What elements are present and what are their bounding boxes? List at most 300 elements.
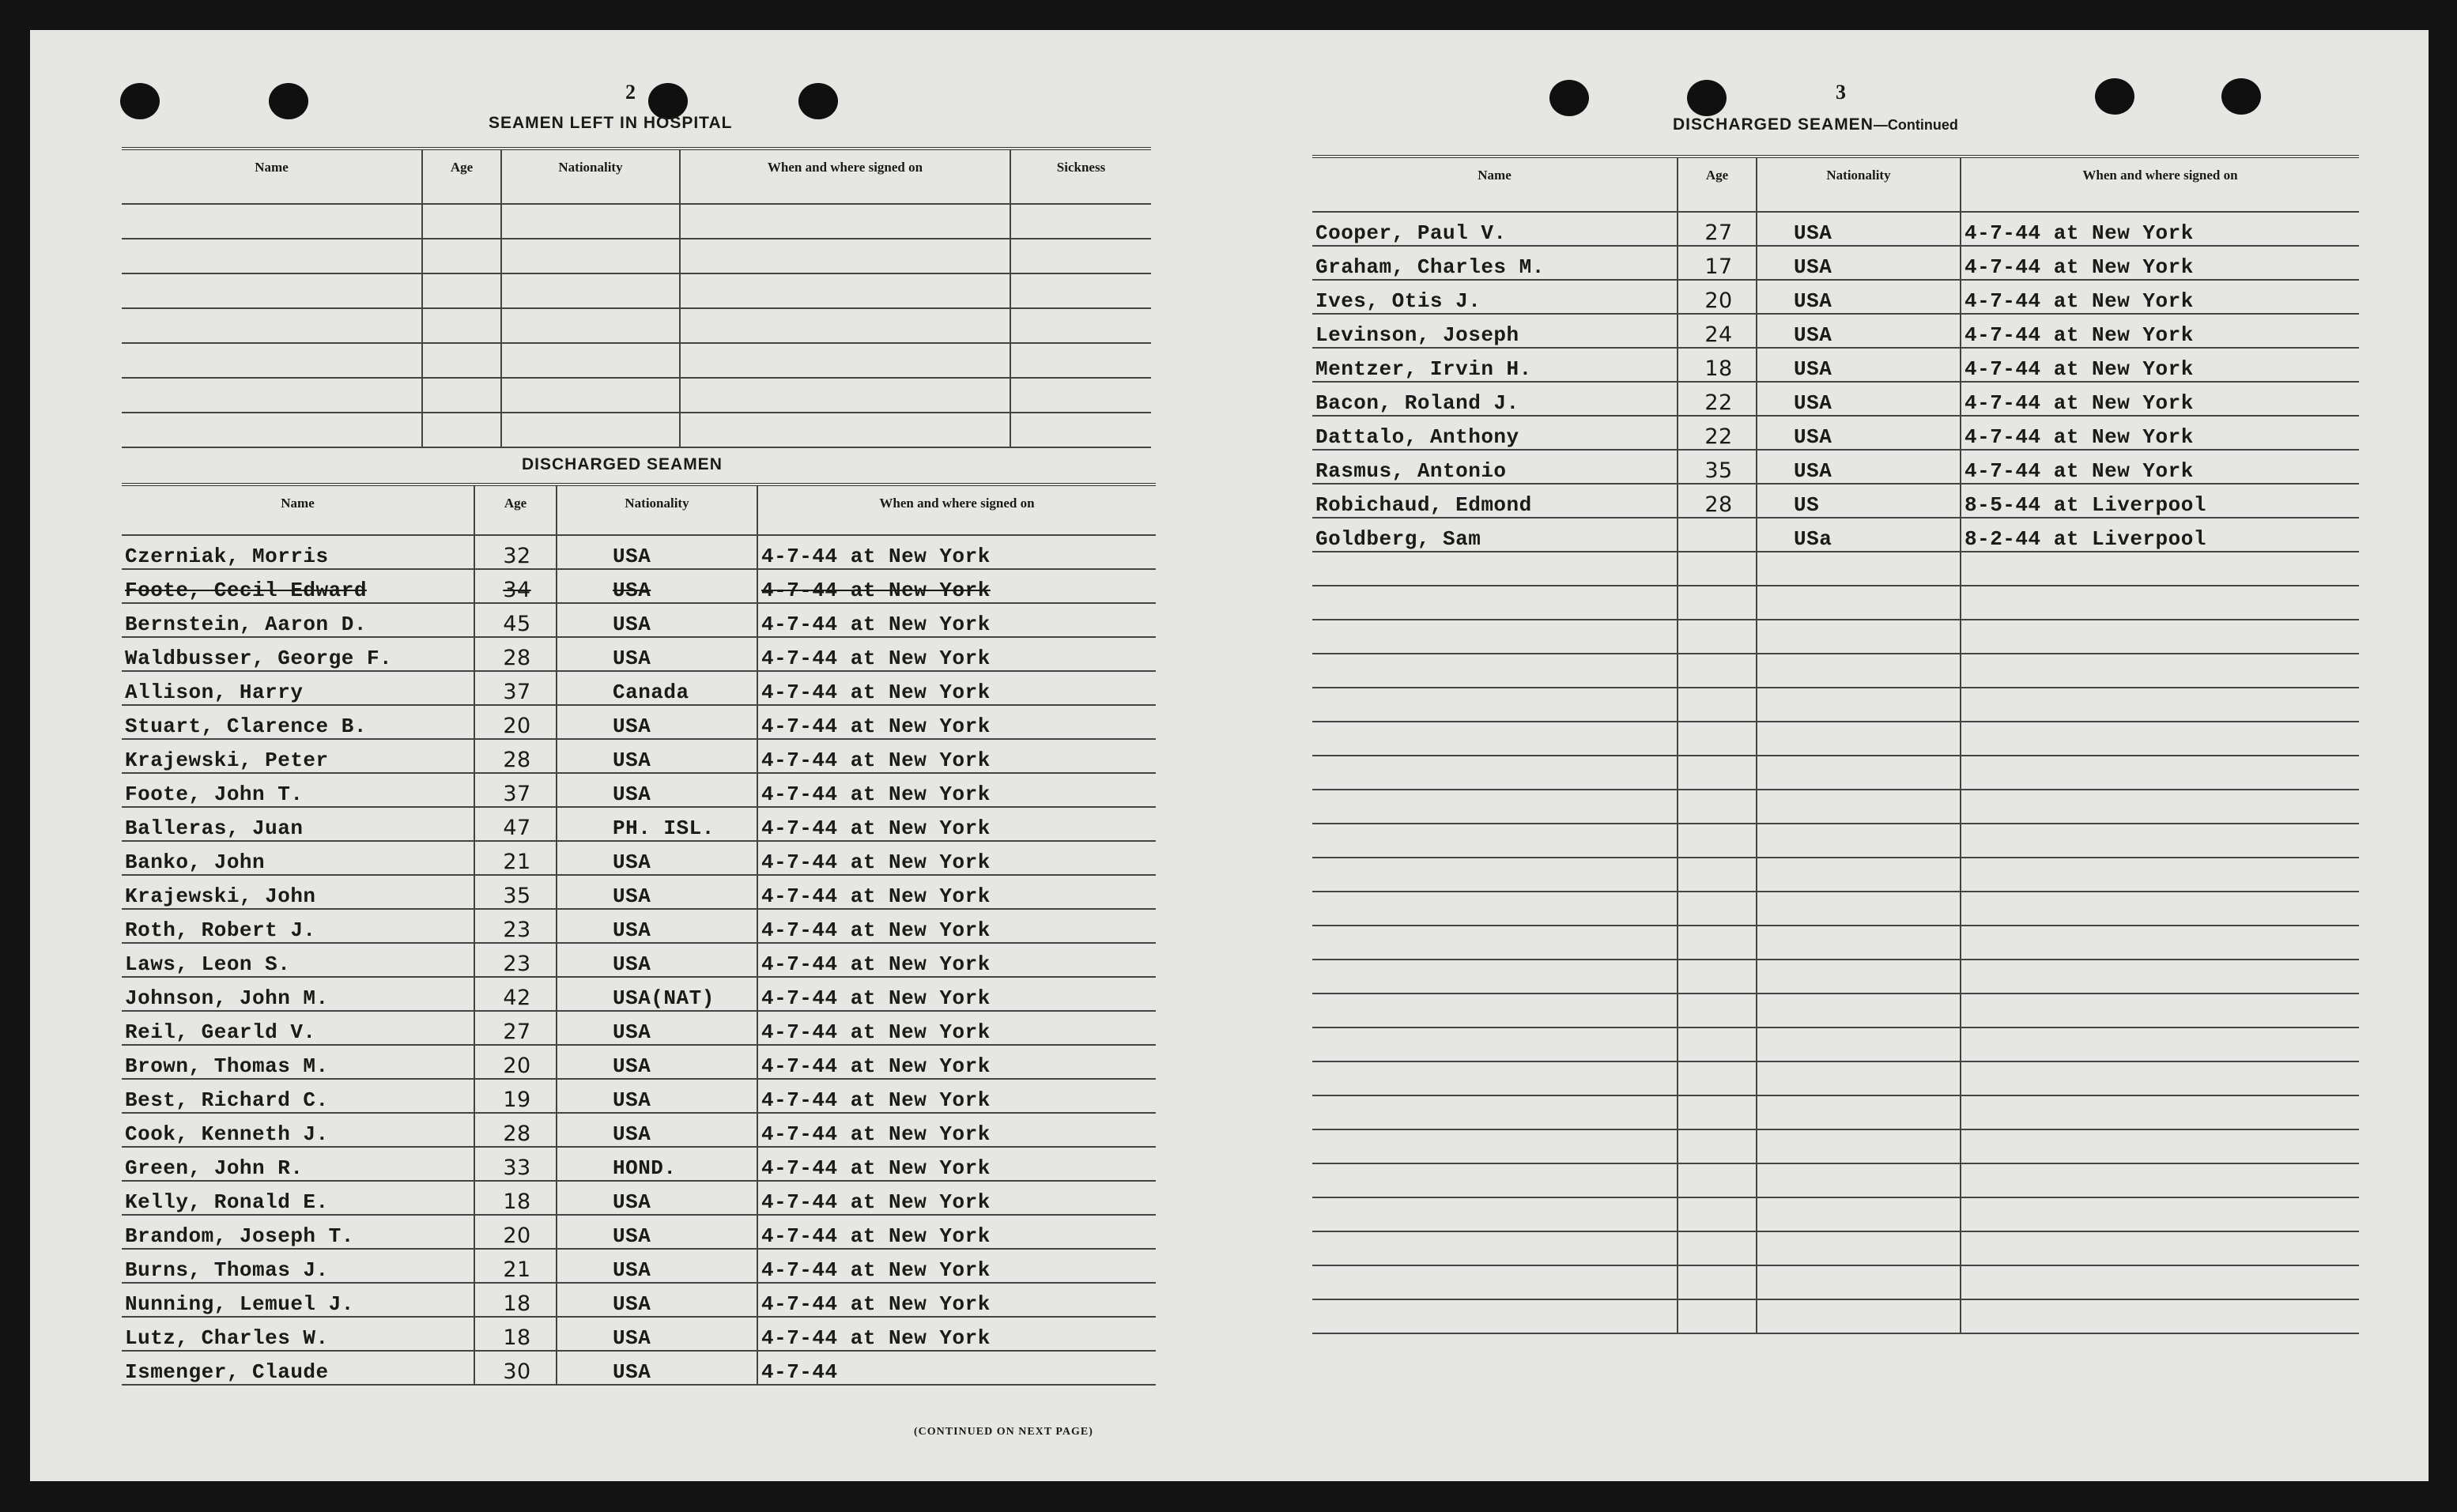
table-cell	[501, 378, 680, 413]
discharged-title: DISCHARGED SEAMEN	[522, 455, 723, 473]
nat-cell: USA	[557, 1249, 757, 1283]
nat-cell: USA	[557, 841, 757, 875]
name-cell: Waldbusser, George F.	[122, 637, 474, 671]
table-cell	[1757, 1197, 1961, 1231]
table-row	[1312, 314, 2359, 348]
table-row	[1312, 790, 2359, 824]
continued-title	[1673, 115, 1958, 134]
table-cell	[1678, 1163, 1757, 1197]
signed-cell: 4-7-44 at New York	[757, 943, 1156, 977]
table-cell	[1678, 926, 1757, 960]
age-cell: 20	[474, 705, 557, 739]
table-cell	[422, 308, 501, 343]
table-row	[122, 705, 1156, 739]
table-row	[122, 1113, 1156, 1147]
table-cell	[122, 413, 422, 447]
table-cell	[1961, 1095, 2359, 1129]
table-row	[1312, 1265, 2359, 1299]
signed-cell: 4-7-44 at New York	[757, 875, 1156, 909]
name-cell: Allison, Harry	[122, 671, 474, 705]
table-row	[122, 1079, 1156, 1113]
name-cell: Foote, John T.	[122, 773, 474, 807]
age-cell: 27	[474, 1011, 557, 1045]
table-cell	[1312, 1231, 1678, 1265]
table-row	[1312, 756, 2359, 790]
table-cell	[1757, 1027, 1961, 1061]
punch-hole	[120, 83, 160, 119]
name-cell: Reil, Gearld V.	[122, 1011, 474, 1045]
age-cell: 20	[474, 1045, 557, 1079]
table-cell	[1010, 308, 1151, 343]
age-cell: 22	[1678, 382, 1757, 416]
page-number: 3	[1836, 81, 1846, 104]
table-row	[122, 671, 1156, 705]
page-number: 2	[625, 81, 636, 104]
signed-cell: 4-7-44 at New York	[1961, 450, 2359, 484]
age-cell: 19	[474, 1079, 557, 1113]
table-cell	[1010, 378, 1151, 413]
table-cell	[501, 343, 680, 378]
hospital-table	[122, 147, 1151, 448]
table-cell	[1678, 994, 1757, 1027]
table-row	[122, 603, 1156, 637]
table-cell	[1312, 926, 1678, 960]
signed-cell: 4-7-44 at New York	[757, 739, 1156, 773]
table-cell	[1678, 1095, 1757, 1129]
table-cell	[680, 273, 1010, 308]
table-row	[122, 273, 1151, 308]
table-row	[1312, 824, 2359, 858]
table-cell	[1678, 1061, 1757, 1095]
age-cell: 18	[1678, 348, 1757, 382]
table-cell	[1312, 1299, 1678, 1333]
name-cell: Best, Richard C.	[122, 1079, 474, 1113]
table-row	[1312, 960, 2359, 994]
table-cell	[1678, 858, 1757, 892]
table-row	[1312, 1027, 2359, 1061]
column-header: Age	[422, 149, 501, 204]
manifest-sheet	[30, 30, 2429, 1481]
table-row	[1312, 620, 2359, 654]
age-cell: 18	[474, 1181, 557, 1215]
table-cell	[1678, 756, 1757, 790]
column-header: Nationality	[1757, 156, 1961, 212]
table-cell	[1010, 239, 1151, 273]
table-cell	[1312, 994, 1678, 1027]
table-cell	[1961, 688, 2359, 722]
signed-cell: 4-7-44 at New York	[757, 1045, 1156, 1079]
table-cell	[501, 239, 680, 273]
nat-cell: HOND.	[557, 1147, 757, 1181]
nat-cell: USA	[557, 569, 757, 603]
table-cell	[1961, 586, 2359, 620]
table-row	[122, 1147, 1156, 1181]
table-cell	[1678, 824, 1757, 858]
age-cell: 18	[474, 1317, 557, 1351]
signed-cell: 4-7-44 at New York	[757, 1011, 1156, 1045]
table-cell	[422, 273, 501, 308]
name-cell: Banko, John	[122, 841, 474, 875]
age-cell: 32	[474, 535, 557, 569]
table-row	[122, 413, 1151, 447]
punch-hole	[798, 83, 838, 119]
table-cell	[1312, 892, 1678, 926]
table-cell	[1757, 1299, 1961, 1333]
name-cell: Ismenger, Claude	[122, 1351, 474, 1385]
column-header: Age	[1678, 156, 1757, 212]
age-cell: 20	[1678, 280, 1757, 314]
table-cell	[122, 343, 422, 378]
table-cell	[1312, 620, 1678, 654]
table-cell	[122, 308, 422, 343]
signed-cell: 4-7-44 at New York	[757, 773, 1156, 807]
table-cell	[1757, 824, 1961, 858]
punch-hole	[2095, 78, 2134, 115]
table-cell	[1961, 960, 2359, 994]
signed-cell: 4-7-44 at New York	[757, 841, 1156, 875]
age-cell: 35	[1678, 450, 1757, 484]
name-cell: Green, John R.	[122, 1147, 474, 1181]
discharged-table	[122, 483, 1156, 1386]
punch-hole	[1687, 80, 1727, 116]
table-row	[1312, 416, 2359, 450]
table-cell	[422, 239, 501, 273]
table-row	[122, 569, 1156, 603]
table-row	[122, 535, 1156, 569]
table-cell	[1312, 552, 1678, 586]
signed-cell: 4-7-44 at New York	[757, 909, 1156, 943]
nat-cell: USA	[1757, 450, 1961, 484]
age-cell: 27	[1678, 212, 1757, 246]
table-cell	[1678, 688, 1757, 722]
name-cell: Lutz, Charles W.	[122, 1317, 474, 1351]
nat-cell: USA	[557, 909, 757, 943]
table-row	[1312, 1299, 2359, 1333]
signed-cell: 4-7-44 at New York	[757, 1283, 1156, 1317]
name-cell: Brandom, Joseph T.	[122, 1215, 474, 1249]
table-cell	[1312, 858, 1678, 892]
table-cell	[1678, 620, 1757, 654]
table-cell	[1757, 1095, 1961, 1129]
table-cell	[1757, 1129, 1961, 1163]
table-row	[1312, 552, 2359, 586]
nat-cell: USA	[557, 1181, 757, 1215]
table-row	[1312, 450, 2359, 484]
signed-cell: 4-7-44 at New York	[1961, 212, 2359, 246]
age-cell: 21	[474, 1249, 557, 1283]
table-row	[122, 773, 1156, 807]
nat-cell: USA	[557, 739, 757, 773]
table-cell	[1678, 552, 1757, 586]
table-row	[122, 1351, 1156, 1385]
signed-cell: 4-7-44	[757, 1351, 1156, 1385]
table-cell	[1312, 790, 1678, 824]
name-cell: Nunning, Lemuel J.	[122, 1283, 474, 1317]
age-cell: 37	[474, 671, 557, 705]
name-cell: Laws, Leon S.	[122, 943, 474, 977]
name-cell: Krajewski, John	[122, 875, 474, 909]
age-cell	[1678, 518, 1757, 552]
age-cell: 45	[474, 603, 557, 637]
table-cell	[422, 413, 501, 447]
table-cell	[1678, 722, 1757, 756]
age-cell: 21	[474, 841, 557, 875]
punch-hole	[1549, 80, 1589, 116]
name-cell: Robichaud, Edmond	[1312, 484, 1678, 518]
age-cell: 34	[474, 569, 557, 603]
column-header: Nationality	[501, 149, 680, 204]
table-cell	[1961, 994, 2359, 1027]
name-cell: Graham, Charles M.	[1312, 246, 1678, 280]
table-row	[1312, 688, 2359, 722]
signed-cell: 4-7-44 at New York	[1961, 348, 2359, 382]
signed-cell: 4-7-44 at New York	[757, 637, 1156, 671]
nat-cell: USA	[1757, 212, 1961, 246]
column-header: Age	[474, 485, 557, 535]
name-cell: Mentzer, Irvin H.	[1312, 348, 1678, 382]
table-cell	[1961, 756, 2359, 790]
name-cell: Dattalo, Anthony	[1312, 416, 1678, 450]
table-row	[1312, 926, 2359, 960]
punch-hole	[269, 83, 308, 119]
table-cell	[1312, 688, 1678, 722]
table-cell	[1678, 586, 1757, 620]
table-cell	[1961, 1197, 2359, 1231]
table-cell	[1757, 960, 1961, 994]
table-cell	[1678, 960, 1757, 994]
title-text: DISCHARGED SEAMEN	[1673, 115, 1874, 134]
nat-cell: USA	[557, 875, 757, 909]
table-row	[1312, 348, 2359, 382]
table-cell	[1757, 1231, 1961, 1265]
column-header: When and where signed on	[757, 485, 1156, 535]
table-row	[1312, 382, 2359, 416]
table-row	[1312, 212, 2359, 246]
name-cell: Levinson, Joseph	[1312, 314, 1678, 348]
table-cell	[1757, 654, 1961, 688]
table-cell	[122, 204, 422, 239]
table-row	[122, 204, 1151, 239]
title-suffix: —Continued	[1873, 117, 1958, 133]
age-cell: 33	[474, 1147, 557, 1181]
age-cell: 42	[474, 977, 557, 1011]
table-row	[122, 637, 1156, 671]
name-cell: Rasmus, Antonio	[1312, 450, 1678, 484]
name-cell: Cooper, Paul V.	[1312, 212, 1678, 246]
table-row	[122, 1283, 1156, 1317]
table-cell	[1757, 1163, 1961, 1197]
table-cell	[1961, 790, 2359, 824]
table-row	[1312, 1095, 2359, 1129]
table-cell	[122, 239, 422, 273]
table-cell	[1961, 1299, 2359, 1333]
nat-cell: USA	[557, 1283, 757, 1317]
table-cell	[1961, 722, 2359, 756]
nat-cell: USA	[1757, 382, 1961, 416]
nat-cell: Canada	[557, 671, 757, 705]
table-cell	[1312, 1061, 1678, 1095]
table-cell	[1961, 620, 2359, 654]
column-header: When and where signed on	[680, 149, 1010, 204]
table-cell	[680, 413, 1010, 447]
name-cell: Bernstein, Aaron D.	[122, 603, 474, 637]
nat-cell: USA	[557, 1045, 757, 1079]
table-cell	[1312, 756, 1678, 790]
nat-cell: USA	[1757, 348, 1961, 382]
nat-cell: USA(NAT)	[557, 977, 757, 1011]
table-cell	[1678, 1129, 1757, 1163]
signed-cell: 4-7-44 at New York	[1961, 280, 2359, 314]
discharged-continued-table	[1312, 155, 2359, 1334]
table-cell	[1757, 756, 1961, 790]
name-cell: Balleras, Juan	[122, 807, 474, 841]
table-cell	[1312, 722, 1678, 756]
nat-cell: PH. ISL.	[557, 807, 757, 841]
signed-cell: 4-7-44 at New York	[757, 807, 1156, 841]
table-cell	[1312, 1197, 1678, 1231]
signed-cell: 8-5-44 at Liverpool	[1961, 484, 2359, 518]
nat-cell: USA	[557, 943, 757, 977]
table-cell	[501, 273, 680, 308]
table-cell	[1678, 1231, 1757, 1265]
age-cell: 47	[474, 807, 557, 841]
table-row	[122, 1249, 1156, 1283]
age-cell: 22	[1678, 416, 1757, 450]
table-cell	[680, 239, 1010, 273]
table-cell	[1757, 620, 1961, 654]
nat-cell: USA	[557, 1317, 757, 1351]
nat-cell: USA	[1757, 246, 1961, 280]
table-cell	[422, 204, 501, 239]
table-cell	[1757, 552, 1961, 586]
table-cell	[1678, 654, 1757, 688]
table-row	[122, 909, 1156, 943]
table-cell	[680, 378, 1010, 413]
hospital-title: SEAMEN LEFT IN HOSPITAL	[489, 114, 733, 132]
table-row	[122, 239, 1151, 273]
name-cell: Krajewski, Peter	[122, 739, 474, 773]
table-cell	[1961, 858, 2359, 892]
table-row	[1312, 1129, 2359, 1163]
table-cell	[1312, 1129, 1678, 1163]
table-cell	[1757, 926, 1961, 960]
age-cell: 28	[474, 637, 557, 671]
name-cell: Czerniak, Morris	[122, 535, 474, 569]
nat-cell: USA	[557, 1113, 757, 1147]
table-cell	[1757, 1061, 1961, 1095]
age-cell: 18	[474, 1283, 557, 1317]
table-row	[122, 308, 1151, 343]
signed-cell: 4-7-44 at New York	[1961, 416, 2359, 450]
table-row	[122, 1045, 1156, 1079]
name-cell: Brown, Thomas M.	[122, 1045, 474, 1079]
table-cell	[1312, 824, 1678, 858]
table-row	[1312, 1231, 2359, 1265]
table-cell	[1678, 1299, 1757, 1333]
name-cell: Burns, Thomas J.	[122, 1249, 474, 1283]
signed-cell: 4-7-44 at New York	[757, 1317, 1156, 1351]
nat-cell: USA	[557, 1351, 757, 1385]
table-row	[1312, 1061, 2359, 1095]
age-cell: 28	[474, 1113, 557, 1147]
age-cell: 24	[1678, 314, 1757, 348]
table-row	[122, 1317, 1156, 1351]
nat-cell: US	[1757, 484, 1961, 518]
table-cell	[1678, 1265, 1757, 1299]
signed-cell: 4-7-44 at New York	[757, 535, 1156, 569]
table-row	[122, 875, 1156, 909]
name-cell: Cook, Kenneth J.	[122, 1113, 474, 1147]
column-header: Name	[1312, 156, 1678, 212]
name-cell: Bacon, Roland J.	[1312, 382, 1678, 416]
table-cell	[1961, 1231, 2359, 1265]
table-row	[1312, 518, 2359, 552]
table-row	[122, 1215, 1156, 1249]
age-cell: 28	[1678, 484, 1757, 518]
nat-cell: USA	[557, 603, 757, 637]
table-cell	[1961, 824, 2359, 858]
table-cell	[1961, 1061, 2359, 1095]
signed-cell: 4-7-44 at New York	[757, 569, 1156, 603]
table-row	[122, 739, 1156, 773]
table-cell	[1678, 892, 1757, 926]
signed-cell: 4-7-44 at New York	[757, 1249, 1156, 1283]
table-row	[122, 378, 1151, 413]
signed-cell: 4-7-44 at New York	[757, 1079, 1156, 1113]
table-row	[1312, 722, 2359, 756]
table-cell	[1678, 1027, 1757, 1061]
table-cell	[422, 343, 501, 378]
table-cell	[1010, 273, 1151, 308]
punch-hole	[2221, 78, 2261, 115]
column-header: Name	[122, 485, 474, 535]
table-cell	[1010, 204, 1151, 239]
table-cell	[1312, 1027, 1678, 1061]
table-row	[1312, 280, 2359, 314]
table-cell	[1961, 552, 2359, 586]
age-cell: 30	[474, 1351, 557, 1385]
column-header: Name	[122, 149, 422, 204]
table-cell	[1757, 892, 1961, 926]
name-cell: Roth, Robert J.	[122, 909, 474, 943]
table-row	[122, 1011, 1156, 1045]
table-row	[1312, 892, 2359, 926]
nat-cell: USA	[557, 1011, 757, 1045]
name-cell: Johnson, John M.	[122, 977, 474, 1011]
table-row	[1312, 994, 2359, 1027]
signed-cell: 4-7-44 at New York	[757, 603, 1156, 637]
signed-cell: 4-7-44 at New York	[757, 705, 1156, 739]
nat-cell: USA	[557, 535, 757, 569]
signed-cell: 4-7-44 at New York	[757, 1147, 1156, 1181]
table-cell	[1010, 413, 1151, 447]
age-cell: 23	[474, 909, 557, 943]
nat-cell: USA	[557, 1079, 757, 1113]
age-cell: 17	[1678, 246, 1757, 280]
signed-cell: 4-7-44 at New York	[757, 1215, 1156, 1249]
signed-cell: 8-2-44 at Liverpool	[1961, 518, 2359, 552]
table-row	[1312, 1163, 2359, 1197]
signed-cell: 4-7-44 at New York	[757, 1181, 1156, 1215]
table-cell	[680, 343, 1010, 378]
nat-cell: USA	[557, 1215, 757, 1249]
nat-cell: USA	[1757, 314, 1961, 348]
table-row	[122, 943, 1156, 977]
age-cell: 37	[474, 773, 557, 807]
table-cell	[1678, 790, 1757, 824]
table-row	[122, 807, 1156, 841]
table-cell	[1757, 1265, 1961, 1299]
